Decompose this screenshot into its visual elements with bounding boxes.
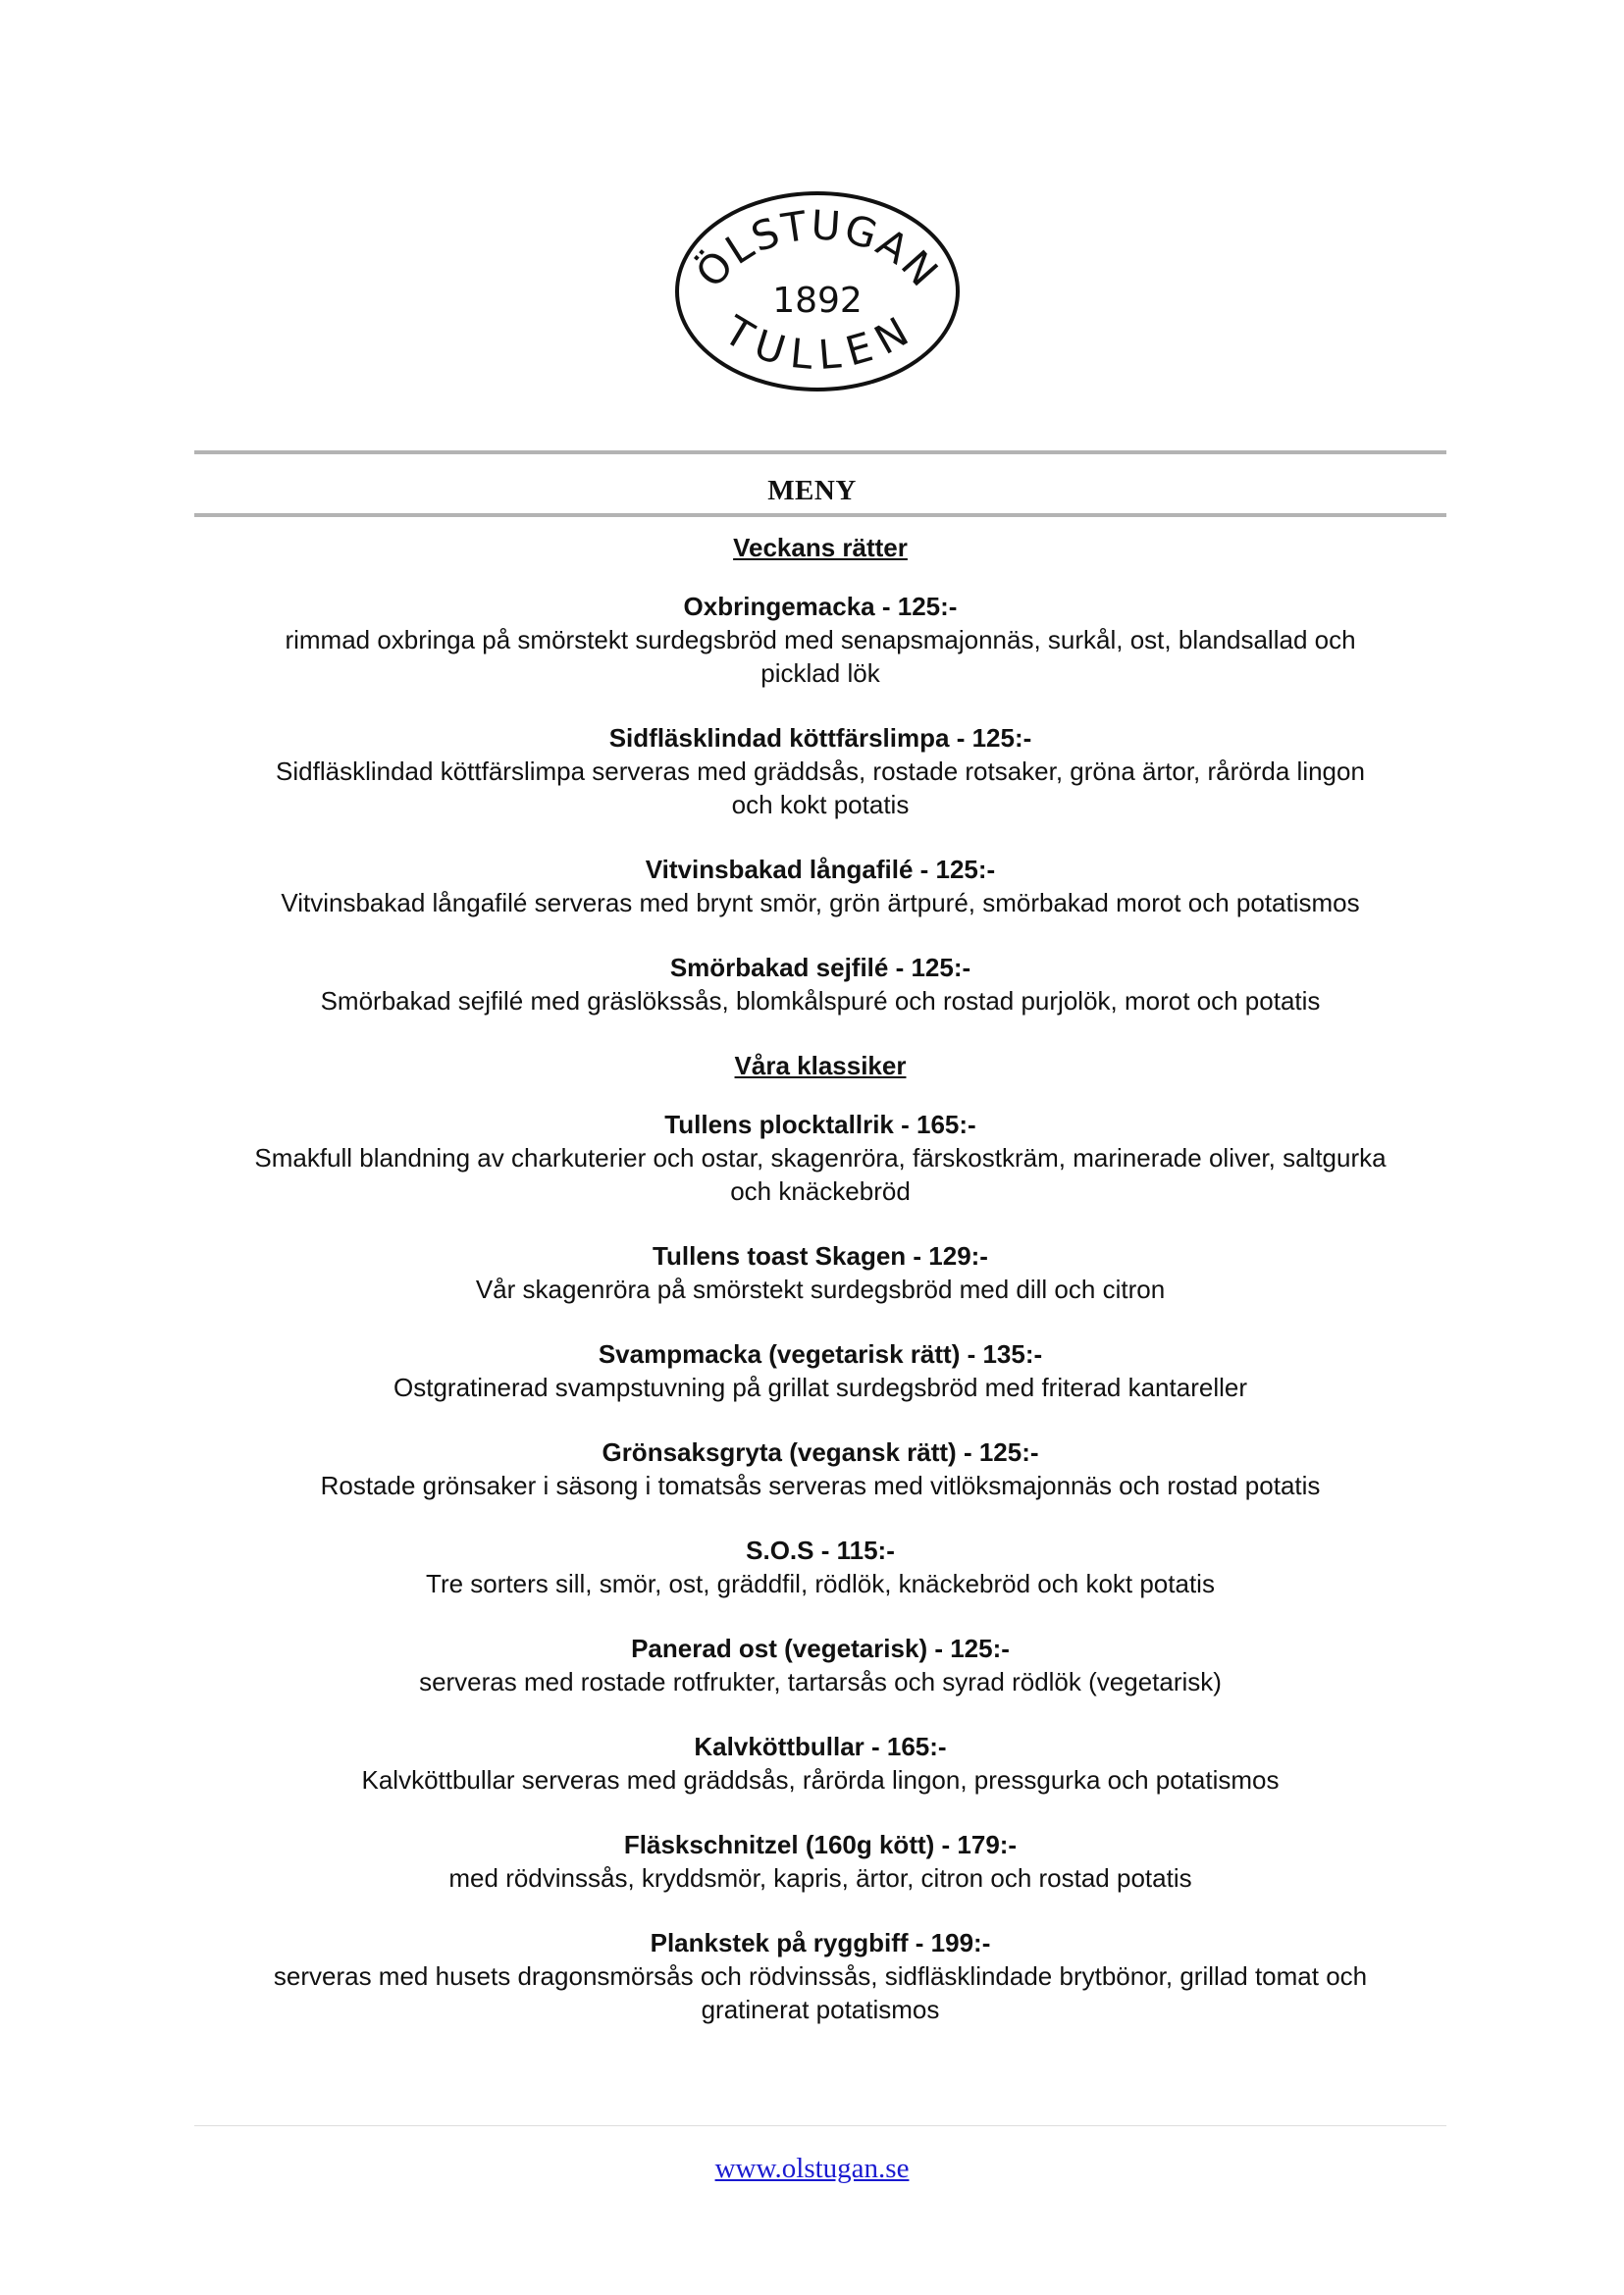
dish-description: Sidfläsklindad köttfärslimpa serveras med gräddsås, rostade rotsaker, gröna ärtor, rårörda lingon och kokt potatis — [276, 756, 1365, 819]
footer-divider — [194, 2125, 1446, 2126]
dish-name: Tullens toast Skagen - 129:- — [653, 1241, 988, 1271]
olstugan-logo — [670, 186, 965, 397]
logo-arc-bottom-text: TULLEN — [715, 306, 918, 380]
menu-section-classics — [194, 1049, 1446, 2026]
dish-description: Smakfull blandning av charkuterier och ostar, skagenröra, färskostkräm, marinerade oliver, saltgurka och knäckebröd — [254, 1143, 1387, 1206]
dish-description: med rödvinssås, kryddsmör, kapris, ärtor, citron och rostad potatis — [448, 1863, 1192, 1893]
dish-name: Svampmacka (vegetarisk rätt) - 135:- — [598, 1339, 1043, 1369]
dish-name: Sidfläsklindad köttfärslimpa - 125:- — [608, 723, 1032, 753]
menu-section-weekly — [194, 531, 1446, 1017]
menu-item — [194, 1435, 1446, 1502]
dish-description: Tre sorters sill, smör, ost, gräddfil, rödlök, knäckebröd och kokt potatis — [426, 1569, 1215, 1598]
dish-name: S.O.S - 115:- — [746, 1536, 895, 1565]
dish-description: Vitvinsbakad långafilé serveras med brynt smör, grön ärtpuré, smörbakad morot och potatismos — [281, 888, 1360, 917]
dish-name: Panerad ost (vegetarisk) - 125:- — [631, 1634, 1010, 1663]
dish-description: serveras med husets dragonsmörsås och rödvinssås, sidfläsklindade brytbönor, grillad tomat och gratinerat potatismos — [273, 1961, 1368, 2024]
dish-name: Plankstek på ryggbiff - 199:- — [650, 1928, 991, 1957]
dish-name: Vitvinsbakad långafilé - 125:- — [645, 855, 996, 884]
dish-name: Kalvköttbullar - 165:- — [694, 1732, 947, 1761]
menu-item — [194, 853, 1446, 919]
dish-name: Smörbakad sejfilé - 125:- — [669, 953, 971, 982]
dish-name: Oxbringemacka - 125:- — [683, 592, 958, 621]
footer — [0, 2153, 1624, 2185]
section-title: Våra klassiker — [734, 1051, 907, 1080]
logo-year-text: 1892 — [772, 281, 863, 321]
dish-description: Kalvköttbullar serveras med gräddsås, rårörda lingon, pressgurka och potatismos — [361, 1765, 1280, 1795]
dish-description: Smörbakad sejfilé med gräslökssås, blomkålspuré och rostad purjolök, morot och potatis — [320, 986, 1321, 1016]
menu-item — [194, 590, 1446, 690]
dish-name: Grönsaksgryta (vegansk rätt) - 125:- — [602, 1437, 1039, 1467]
dish-description: serveras med rostade rotfrukter, tartarsås och syrad rödlök (vegetarisk) — [419, 1667, 1222, 1696]
dish-description: rimmad oxbringa på smörstekt surdegsbröd med senapsmajonnäs, surkål, ost, blandsallad och picklad lök — [285, 625, 1356, 688]
dish-description: Vår skagenröra på smörstekt surdegsbröd med dill och citron — [475, 1275, 1166, 1304]
menu-item — [194, 1926, 1446, 2026]
menu-item — [194, 1108, 1446, 1208]
dish-name: Fläskschnitzel (160g kött) - 179:- — [623, 1830, 1018, 1859]
page-title: MENY — [767, 475, 857, 506]
top-divider — [194, 450, 1446, 454]
menu-item — [194, 1534, 1446, 1600]
menu-item — [194, 951, 1446, 1017]
menu-item — [194, 721, 1446, 821]
menu-content — [194, 531, 1446, 2058]
menu-item — [194, 1730, 1446, 1797]
dish-name: Tullens plocktallrik - 165:- — [664, 1110, 976, 1139]
dish-description: Rostade grönsaker i säsong i tomatsås serveras med vitlöksmajonnäs och rostad potatis — [320, 1471, 1321, 1500]
menu-item — [194, 1239, 1446, 1306]
menu-item — [194, 1828, 1446, 1895]
logo-arc-top-text: ÖLSTUGAN — [686, 201, 949, 297]
section-title: Veckans rätter — [733, 533, 908, 562]
menu-item — [194, 1632, 1446, 1698]
menu-item — [194, 1337, 1446, 1404]
title-divider — [194, 513, 1446, 517]
dish-description: Ostgratinerad svampstuvning på grillat surdegsbröd med friterad kantareller — [393, 1373, 1247, 1402]
website-link[interactable]: www.olstugan.se — [714, 2153, 910, 2184]
